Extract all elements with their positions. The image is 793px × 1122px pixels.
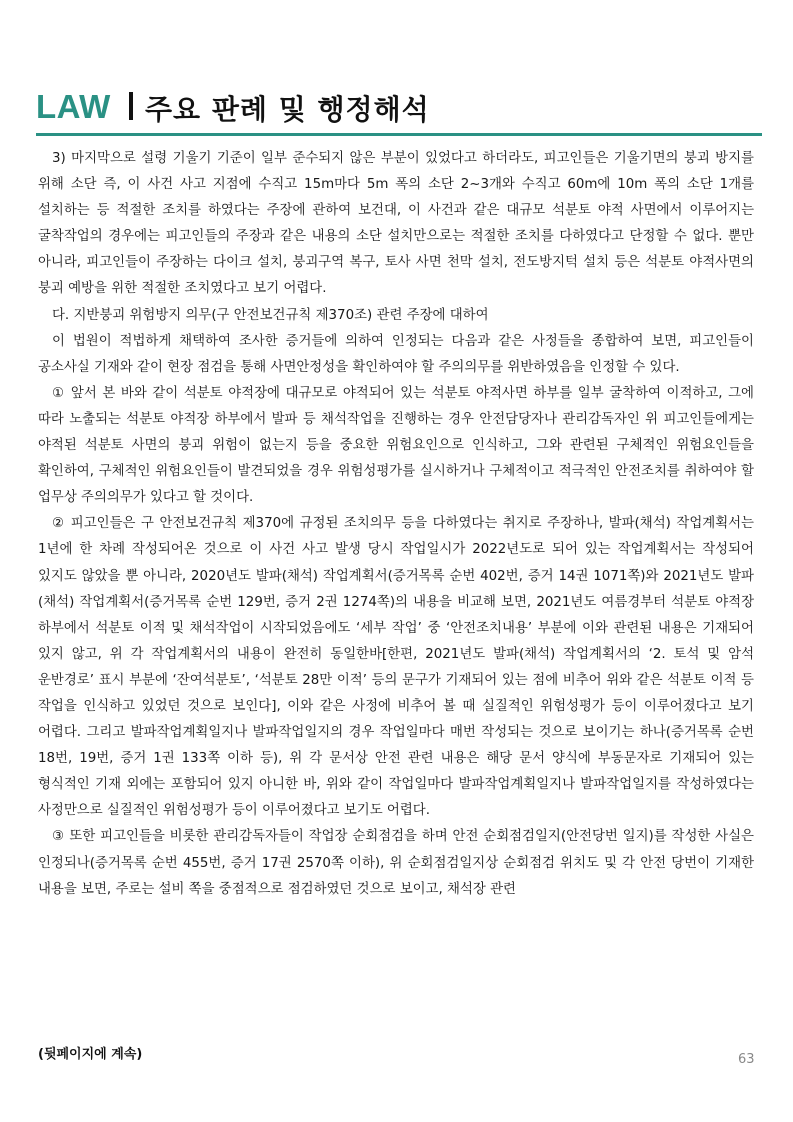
paragraph-point-1: ① 앞서 본 바와 같이 석분토 야적장에 대규모로 야적되어 있는 석분토 야적사면 하부를 일부 굴착하여 이적하고, 그에 따라 노출되는 석분토 야적장 하부에서 발파 등 채석작업을 진행하는 경우 안전담당자나 관리감독자인 위 피고인들에게는 야적된 석분토 사면의 붕괴 위험이 없는지 등을 중요한 위험요인으로 인식하고, 그와 관련된 구체적인 위험요인들을 확인하여, 구체적인 위험요인들이 발견되었을 경우 위험성평가를 실시하거나 구체적이고 적극적인 안전조치를 취하여야 할 업무상 주의의무가 있다고 할 것이다. — [38, 385, 754, 506]
paragraph-intro: 이 법원이 적법하게 채택하여 조사한 증거들에 의하여 인정되는 다음과 같은 사정들을 종합하여 보면, 피고인들이 공소사실 기재와 같이 현장 점검을 통해 사면안정성을 확인하여야 할 주의의무를 위반하였음을 인정할 수 있다. — [38, 333, 754, 375]
header-rule — [36, 133, 762, 136]
page-header — [36, 88, 762, 132]
page-title: 주요 판례 및 행정해석 — [145, 93, 430, 126]
section-label: LAW — [36, 88, 111, 125]
paragraph-item-3: 3) 마지막으로 설령 기울기 기준이 일부 준수되지 않은 부분이 있었다고 하더라도, 피고인들은 기울기면의 붕괴 방지를 위해 소단 즉, 이 사건 사고 지점에 수직고 15m마다 5m 폭의 소단 2~3개와 수직고 60m에 10m 폭의 소단 1개를 설치하는 등 적절한 조치를 하였다는 주장에 관하여 보건대, 이 사건과 같은 대규모 석분토 야적 사면에서 이루어지는 굴착작업의 경우에는 피고인들의 주장과 같은 내용의 소단 설치만으로는 적절한 조치를 다하였다고 단정할 수 없다. 뿐만 아니라, 피고인들이 주장하는 다이크 설치, 붕괴구역 복구, 토사 사면 천막 설치, 전도방지턱 설치 등은 석분토 야적사면의 붕괴 예방을 위한 적절한 조치였다고 보기 어렵다. — [38, 151, 754, 297]
continued-note: (뒷페이지에 계속) — [38, 1047, 143, 1062]
paragraph-point-3: ③ 또한 피고인들을 비롯한 관리감독자들이 작업장 순회점검을 하며 안전 순회점검일지(안전당번 일지)를 작성한 사실은 인정되나(증거목록 순번 455번, 증거 17권 2570쪽 이하), 위 순회점검일지상 순회점검 위치도 및 각 안전 당번이 기재한 내용을 보면, 주로는 설비 쪽을 중점적으로 점검하였던 것으로 보이고, 채석장 관련 — [38, 829, 754, 897]
subsection-heading: 다. 지반붕괴 위험방지 의무(구 안전보건규칙 제370조) 관련 주장에 대하여 — [52, 307, 489, 323]
header-divider-bar — [129, 92, 133, 120]
document-body — [38, 146, 754, 903]
page-number: 63 — [738, 1052, 755, 1067]
paragraph-point-2: ② 피고인들은 구 안전보건규칙 제370에 규정된 조치의무 등을 다하였다는 취지로 주장하나, 발파(채석) 작업계획서는 1년에 한 차례 작성되어온 것으로 이 사건 사고 발생 당시 작업일시가 2022년도로 되어 있는 작업계획서는 작성되어 있지도 않았을 뿐 아니라, 2020년도 발파(채석) 작업계획서(증거목록 순번 402번, 증거 14권 1071쪽)와 2021년도 발파(채석) 작업계획서(증거목록 순번 129번, 증거 2권 1274쪽)의 내용을 비교해 보면, 2021년도 여름경부터 석분토 야적장 하부에서 석분토 이적 및 채석작업이 시작되었음에도 ‘세부 작업’ 중 ‘안전조치내용’ 부분에 이와 관련된 내용은 기재되어 있지 않고, 위 각 작업계획서의 내용이 완전히 동일한바[한편, 2021년도 발파(채석) 작업계획서의 ‘2. 토석 및 암석 운반경로’ 표시 부분에 ‘잔여석분토’, ‘석분토 28만 이적’ 등의 문구가 기재되어 있는 점에 비추어 위와 같은 석분토 이적 등 작업을 인식하고 있었던 것으로 보인다], 이와 같은 사정에 비추어 볼 때 실질적인 위험성평가 등이 이루어졌다고 보기 어렵다. 그리고 발파작업계획일지나 발파작업일지의 경우 작업일마다 매번 작성되는 것으로 보이기는 하나(증거목록 순번 18번, 19번, 증거 1권 133쪽 이하 등), 위 각 문서상 안전 관련 내용은 해당 문서 양식에 부동문자로 기재되어 있는 형식적인 기재 외에는 포함되어 있지 아니한 바, 위와 같이 작업일마다 발파작업계획일지나 발파작업일지를 작성하였다는 사정만으로 실질적인 위험성평가 등이 이루어졌다고 보기도 어렵다. — [38, 516, 754, 819]
